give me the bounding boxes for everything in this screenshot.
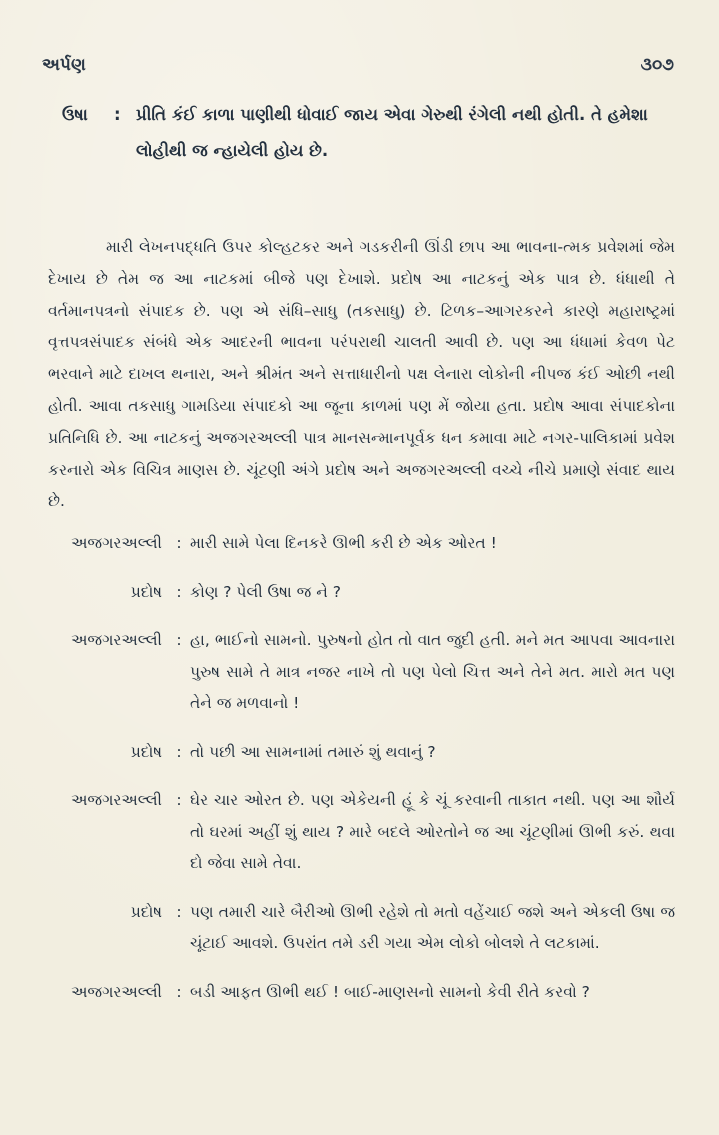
- dialogue-speaker: પ્રદોષ: [130, 742, 162, 761]
- dialogue-line: [46, 528, 675, 560]
- intro-colon: :: [114, 105, 121, 124]
- body-paragraph: મારી લેખનપદ્ધતિ ઉપર કોલ્હટકર અને ગડકરીની ઊંડી છાપ આ ભાવના-ત્મક પ્રવેશમાં જેમ દેખાય છે તેમ જ આ નાટકમાં બીજે પણ દેખાશે. પ્રદોષ આ નાટકનું એક પાત્ર છે. ધંધાથી તે વર્તમાનપત્રનો સંપાદક છે. પણ એ સંધિ–સાધુ (તકસાધુ) છે. ટિળક–આગરકરને કારણે મહારાષ્ટ્રમાં વૃત્તપત્રસંપાદક સંબંધે એક આદરની ભાવના પરંપરાથી ચાલતી આવી છે. પણ આ ધંધામાં કેવળ પેટ ભરવાને માટે દાખલ થનારા, અને શ્રીમંત અને સત્તાધારીનો પક્ષ લેનારા લોકોની નીપજ કંઈ ઓછી નથી હોતી. આવા તકસાધુ ગામડિયા સંપાદકો આ જૂના કાળમાં પણ મેં જોયા હતા. પ્રદોષ આવા સંપાદકોના પ્રતિનિધિ છે. આ નાટકનું અજગરઅલ્લી પાત્ર માનસન્માનપૂર્વક ધન કમાવા માટે નગર-પાલિકામાં પ્રવેશ કરનારો એક વિચિત્ર માણસ છે. ચૂંટણી અંગે પ્રદોષ અને અજગરઅલ્લી વચ્ચે નીચે પ્રમાણે સંવાદ થાય છે.: [48, 238, 675, 511]
- dialogue-colon: :: [176, 534, 182, 552]
- dialogue-speaker: અજગરઅલ્લી: [71, 631, 162, 649]
- dialogue-colon: :: [176, 902, 182, 921]
- dialogue-speaker: પ્રદોષ: [130, 902, 162, 921]
- page-number: ૩૦૭: [640, 55, 674, 75]
- running-head: અર્પણ: [42, 55, 86, 75]
- dialogue-line: [46, 897, 675, 960]
- dialogue-line: [46, 977, 675, 1009]
- dialogue-text: મારી સામે પેલા દિનકરે ઊભી કરી છે એક ઓરત !: [190, 534, 497, 552]
- dialogue-colon: :: [176, 742, 182, 761]
- intro-text: પ્રીતિ કંઈ કાળા પાણીથી ધોવાઈ જાય એવા ગેરુથી રંગેલી નથી હોતી. તે હમેશા લોહીથી જ ન્હાયેલી હોય છે.: [136, 105, 648, 160]
- dialogue-line: [46, 625, 675, 720]
- dialogue-text: હા, ભાઈનો સામનો. પુરુષનો હોત તો વાત જુદી હતી. મને મત આપવા આવનારા પુરુષ સામે તે માત્ર નજર નાખે તો પણ પેલો ચિત્ત અને તેને મત. મારો મત પણ તેને જ મળવાનો !: [190, 631, 675, 712]
- intro-quote: [62, 97, 674, 169]
- dialogue-line: [46, 577, 675, 609]
- dialogue-colon: :: [176, 982, 182, 1001]
- dialogue-speaker: અજગરઅલ્લી: [71, 534, 162, 552]
- dialogue-text: તો પછી આ સામનામાં તમારું શું થવાનું ?: [190, 742, 436, 761]
- dialogue-text: પણ તમારી ચારે બૈરીઓ ઊભી રહેશે તો મતો વહેંચાઈ જશે અને એકલી ઉષા જ ચૂંટાઈ આવશે. ઉપરાંત તમે ડરી ગયા એમ લોકો બોલશે તે લટકામાં.: [190, 902, 675, 952]
- dialogue-colon: :: [176, 791, 182, 809]
- page-header: [42, 50, 674, 80]
- dialogue-text: ઘેર ચાર ઓરત છે. પણ એકેયની હૂં કે ચૂં કરવાની તાકાત નથી. પણ આ શૌર્ય તો ઘરમાં અહીં શું થાય ? મારે બદલે ઓરતોને જ આ ચૂંટણીમાં ઊભી કરું. થવા દો જેવા સામે તેવા.: [190, 791, 675, 872]
- dialogue-line: [46, 737, 675, 769]
- dialogue-line: [46, 785, 675, 880]
- dialogue-speaker: અજગરઅલ્લી: [71, 791, 162, 809]
- dialogue-speaker: પ્રદોષ: [130, 582, 162, 601]
- dialogue-text: કોણ ? પેલી ઉષા જ ને ?: [190, 582, 341, 601]
- intro-speaker: ઉષા: [62, 105, 88, 124]
- dialogue-colon: :: [176, 582, 182, 601]
- dialogue-speaker: અજગરઅલ્લી: [71, 982, 162, 1001]
- dialogue-text: બડી આફત ઊભી થઈ ! બાઈ-માણસનો સામનો કેવી રીતે કરવો ?: [190, 982, 590, 1001]
- dialogue: [46, 528, 675, 1025]
- dialogue-colon: :: [176, 631, 182, 649]
